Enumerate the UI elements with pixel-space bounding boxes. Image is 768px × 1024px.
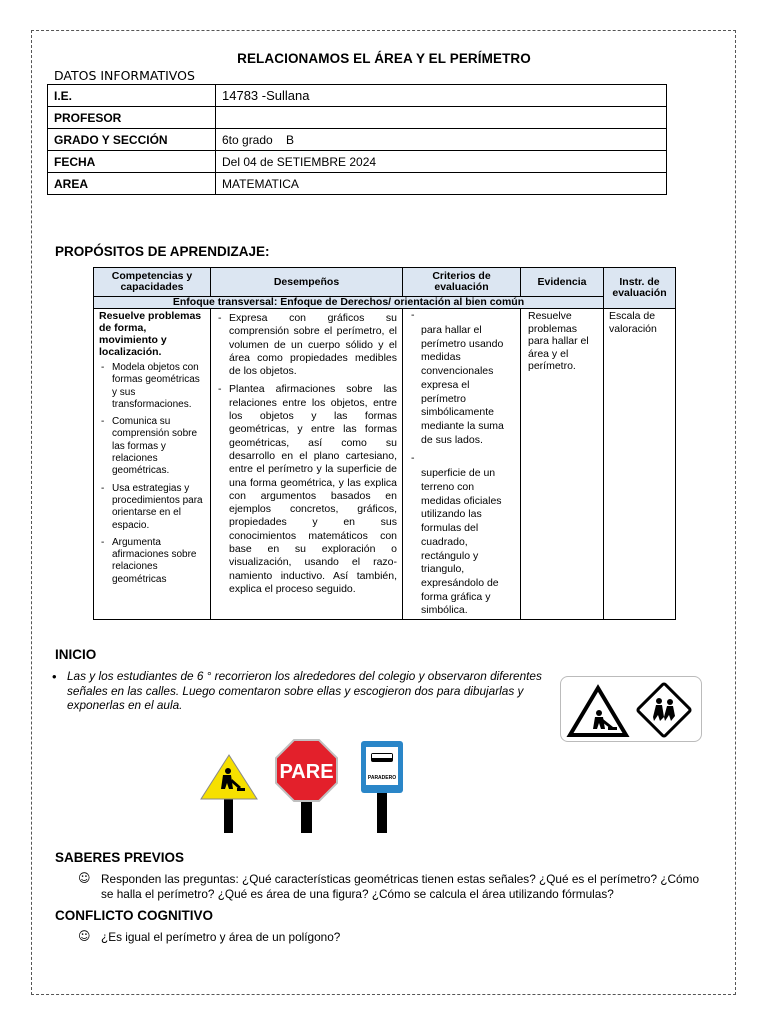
- info-value-grado: 6to grado B: [216, 129, 667, 151]
- signs-panel: [560, 676, 702, 742]
- conflicto-paragraph: ¿Es igual el perímetro y área de un polígono?: [101, 930, 341, 944]
- propositos-heading: PROPÓSITOS DE APRENDIZAJE:: [55, 244, 270, 259]
- desempenos-cell: [211, 309, 403, 620]
- info-table: [47, 84, 667, 195]
- info-label-ie: I.E.: [48, 85, 216, 107]
- saberes-paragraph: Responden las preguntas: ¿Qué características geométricas tienen estas señales? ¿Qué es el perímetro? ¿Cómo se halla el perímetro? ¿Qué es área de una figura? ¿Cómo se calcula el área utilizando fórmulas?: [101, 872, 700, 901]
- conflicto-heading: CONFLICTO COGNITIVO: [55, 908, 213, 923]
- stop-sign-label: PARE: [279, 761, 334, 783]
- header-instrumento: Instr. de evaluación: [604, 268, 676, 309]
- header-desempenos: Desempeños: [211, 268, 403, 297]
- info-row: [48, 151, 667, 173]
- datos-informativos-label: DATOS INFORMATIVOS: [54, 68, 195, 83]
- competencias-cell: [94, 309, 211, 620]
- criterio-item: superficie de un terreno con medidas oficiales utilizando las formulas del cuadrado, rectángulo y triangulo, expresándolo de forma gráfica y simbólica.: [421, 467, 502, 617]
- criterio-item: para hallar el perímetro usando medidas convencionales expresa el perímetro simbólicamente mediante la suma de sus lados.: [421, 324, 504, 446]
- smiley-icon: ☺: [78, 871, 91, 885]
- inicio-paragraph: Las y los estudiantes de 6 ° recorrieron los alrededores del colegio y observaron diferentes señales en las calles. Luego comentaron sobre ellas y escogieron dos para dibujarlas y exponerlas en el aula.: [67, 669, 542, 713]
- info-row: [48, 85, 667, 107]
- saberes-heading: SABERES PREVIOS: [55, 850, 185, 865]
- propositos-table: [93, 267, 676, 620]
- list-item: - Modela objetos con formas geométricas y sus transformaciones.: [99, 362, 205, 411]
- info-row: [48, 107, 667, 129]
- document-title: RELACIONAMOS EL ÁREA Y EL PERÍMETRO: [237, 51, 531, 66]
- construction-signs-image: [561, 677, 701, 741]
- list-item: - Comunica su comprensión sobre las formas y relaciones geométricas.: [99, 416, 205, 477]
- list-item: - Expresa con gráficos su comprensión sobre el perímetro, el volumen de un cuerpo sólido y el área como propiedades medibles de los objetos.: [216, 312, 397, 378]
- list-item: - Plantea afirmaciones sobre las relaciones entre los objetos, entre los objetos y las formas geométricas, y entre las formas geométricas, así como su desarrollo en el plano cartesiano, entre el perímetro y la superficie de una forma geométrica, y las explica con argumentos basados en ejemplos concretos, gráficos, propiedades y en sus conocimientos matemáticos con base en su exploración o visualización, usando el razo-namiento inductivo. Así también, explica el proceso seguido.: [216, 383, 397, 596]
- info-row: [48, 173, 667, 195]
- criterio-dash: -: [411, 452, 415, 465]
- header-evidencia: Evidencia: [521, 268, 604, 297]
- bullet-icon: •: [52, 669, 57, 684]
- instrumento-cell: Escala de valoración: [604, 309, 676, 620]
- evidencia-cell: Resuelve problemas para hallar el área y el perímetro.: [521, 309, 604, 620]
- capacidades-list: [99, 362, 205, 586]
- smiley-icon: ☺: [78, 929, 91, 943]
- bus-stop-label: PARADERO: [367, 775, 397, 781]
- competencia-title: Resuelve problemas de forma, movimiento y localización.: [99, 310, 202, 358]
- street-signs-image: [195, 735, 415, 835]
- pedestrian-diamond-icon: [637, 683, 691, 737]
- inicio-heading: INICIO: [55, 647, 97, 662]
- header-competencias: Competencias y capacidades: [94, 268, 211, 297]
- info-label-grado: GRADO Y SECCIÓN: [48, 129, 216, 151]
- enfoque-transversal: Enfoque transversal: Enfoque de Derechos/ orientación al bien común: [94, 297, 604, 309]
- info-row: [48, 129, 667, 151]
- criterio-dash: -: [411, 309, 415, 321]
- info-label-area: AREA: [48, 173, 216, 195]
- info-value-fecha: Del 04 de SETIEMBRE 2024: [216, 151, 667, 173]
- info-value-area: MATEMATICA: [216, 173, 667, 195]
- list-item: - Usa estrategias y procedimientos para orientarse en el espacio.: [99, 483, 205, 532]
- info-value-ie: 14783 -Sullana: [216, 85, 667, 107]
- info-value-profesor: [216, 107, 667, 129]
- info-label-fecha: FECHA: [48, 151, 216, 173]
- info-label-profesor: PROFESOR: [48, 107, 216, 129]
- header-criterios: Criterios de evaluación: [403, 268, 521, 297]
- desempenos-list: [216, 312, 397, 596]
- list-item: - Argumenta afirmaciones sobre relaciones geométricas: [99, 537, 205, 586]
- criterios-cell: [403, 309, 521, 620]
